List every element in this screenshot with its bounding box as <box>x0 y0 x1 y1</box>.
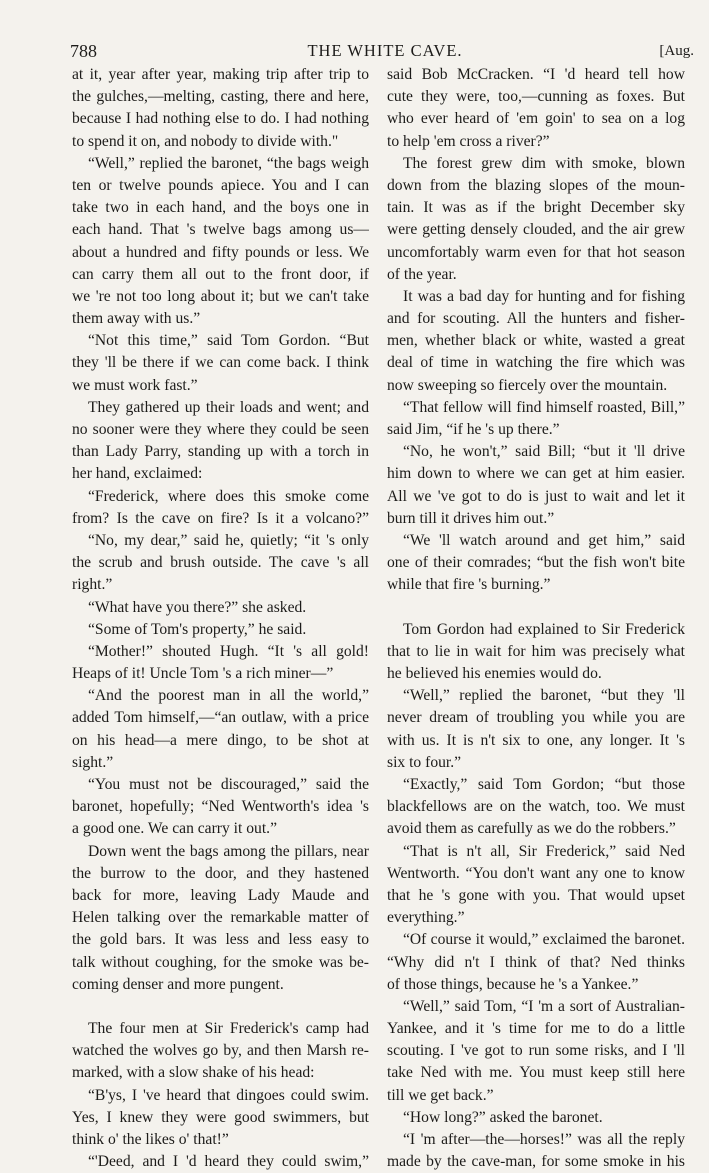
text-line: men, whether black or white, wasted a great <box>387 332 685 350</box>
text-line: who ever heard of 'em goin' to sea on a log <box>387 110 685 128</box>
text-line: down from the blazing slopes of the moun- <box>387 176 685 194</box>
text-line: with us. It is n't six to one, any longer. It 's <box>387 731 685 749</box>
text-line: “Well,” replied the baronet, “but they 'll <box>403 687 685 705</box>
text-line: of those things, because he 's a Yankee.” <box>387 975 639 993</box>
text-line: It was a bad day for hunting and for fishing <box>403 287 685 305</box>
text-line: the gulches,—melting, casting, there and here, <box>72 88 369 106</box>
text-line: They gathered up their loads and went; and <box>88 398 369 416</box>
text-line: take two in each hand, and the boys one in <box>72 199 369 217</box>
text-line: “How long?” asked the baronet. <box>403 1108 603 1126</box>
text-line: from? Is the cave on fire? Is it a volcano?” <box>72 509 369 527</box>
text-line: to help 'em cross a river?” <box>387 132 550 150</box>
text-line: of the year. <box>387 265 457 283</box>
text-line: “Not this time,” said Tom Gordon. “But <box>88 332 369 350</box>
text-line: The four men at Sir Frederick's camp had <box>88 1020 369 1038</box>
text-line: “Why did n't I think of that? Ned thinks <box>387 953 685 971</box>
text-line: six to four.” <box>387 753 462 771</box>
text-line: “I 'm after—the—horses!” was all the reply <box>403 1131 685 1148</box>
text-line: the gold bars. It was less and less easy to <box>72 931 369 949</box>
text-line: “Of course it would,” exclaimed the baronet. <box>403 931 685 949</box>
running-header <box>62 38 694 64</box>
text-line: “We 'll watch around and get him,” said <box>403 531 685 549</box>
text-line: talk without coughing, for the smoke was be- <box>72 953 369 971</box>
text-line: Helen talking over the remarkable matter of <box>72 909 369 927</box>
text-line: Down went the bags among the pillars, near <box>88 842 369 860</box>
text-line: sight.” <box>72 753 114 771</box>
text-line: “Mother!” shouted Hugh. “It 's all gold! <box>88 642 369 660</box>
text-line: can carry them all out to the front door, if <box>72 265 369 283</box>
text-line: a good one. We can carry it out.” <box>72 820 277 838</box>
text-line: that he 's gone with you. That would upset <box>387 886 685 904</box>
text-line: than Lady Parry, standing up with a torch in <box>72 443 369 461</box>
page-number: 788 <box>70 41 97 61</box>
text-line: now sweeping so fiercely over the mountain. <box>387 376 668 394</box>
text-line: were getting densely clouded, and the air grew <box>387 221 685 239</box>
left-text-column <box>72 64 369 1173</box>
text-line: “You must not be discouraged,” said the <box>88 776 369 793</box>
text-line: All we 've got to do is just to wait and let it <box>387 487 685 505</box>
text-line: and for scouting. All the hunters and fisher- <box>387 310 685 328</box>
text-line: marked, with a slow shake of his head: <box>72 1064 315 1082</box>
text-line: “'Deed, and I 'd heard they could swim,” <box>88 1153 369 1171</box>
text-line: right.” <box>72 576 113 594</box>
text-line: “That fellow will find himself roasted, Bill,” <box>403 398 685 416</box>
text-line: scouting. I 've got to run some risks, and I 'll <box>387 1042 685 1060</box>
text-line: made by the cave-man, for some smoke in his <box>387 1153 685 1171</box>
text-line: Tom Gordon had explained to Sir Frederick <box>403 620 685 638</box>
text-line: said Jim, “if he 's up there.” <box>387 421 560 438</box>
running-title: THE WHITE CAVE. <box>307 41 463 60</box>
text-line: that to lie in wait for him was precisely what <box>387 642 685 660</box>
text-line: “And the poorest man in all the world,” <box>88 687 369 705</box>
text-line: uncomfortably warm even for that hot season <box>387 243 685 261</box>
text-line: “Some of Tom's property,” he said. <box>88 620 307 638</box>
text-line: avoid them as carefully as we do the robbers.” <box>387 820 676 838</box>
text-line: him down to where we can get at him easier. <box>387 465 685 483</box>
text-line: “Well,” said Tom, “I 'm a sort of Australian- <box>403 997 685 1015</box>
text-line: watched the wolves go by, and then Marsh re- <box>72 1042 369 1060</box>
text-line: said Bob McCracken. “I 'd heard tell how <box>387 66 685 83</box>
text-line: the scrub and brush outside. The cave 's all <box>72 554 369 572</box>
text-line: they 'll be there if we can come back. I think <box>72 354 369 372</box>
text-line: everything.” <box>387 909 465 927</box>
text-line: one of their comrades; “but the fish won't bite <box>387 554 685 572</box>
issue-month: [Aug. <box>659 43 694 59</box>
text-line: till we get back.” <box>387 1086 494 1104</box>
text-line: burn till it drives him out.” <box>387 509 555 527</box>
text-line: Wentworth. “You don't want any one to know <box>387 864 685 882</box>
text-line: The forest grew dim with smoke, blown <box>403 154 685 172</box>
text-line: each hand. That 's twelve bags among us— <box>72 221 369 239</box>
text-line: baronet, hopefully; “Ned Wentworth's idea 's <box>72 798 369 816</box>
text-line: while that fire 's burning.” <box>387 576 551 594</box>
text-line: coming denser and more pungent. <box>72 975 284 993</box>
text-line: we 're not too long about it; but we can't take <box>72 287 369 305</box>
text-line: “B'ys, I 've heard that dingoes could swim. <box>88 1086 369 1104</box>
text-line: deal of time in watching the fire which was <box>387 354 685 372</box>
text-line: we must work fast.” <box>72 376 198 394</box>
text-line: the burrow to the door, and they hastened <box>72 864 369 882</box>
text-line: back for more, leaving Lady Maude and <box>72 886 369 904</box>
text-line: “That is n't all, Sir Frederick,” said Ned <box>403 842 685 860</box>
text-line: about a hundred and fifty pounds or less. We <box>72 243 369 261</box>
right-text-column <box>387 64 685 1173</box>
text-line: at it, year after year, making trip after trip to <box>72 66 369 83</box>
text-line: because I had nothing else to do. I had nothing <box>72 110 369 128</box>
text-line: her hand, exclaimed: <box>72 465 203 483</box>
text-line: think o' the likes o' that!” <box>72 1131 229 1148</box>
text-line: “No, my dear,” said he, quietly; “it 's only <box>88 531 369 549</box>
text-line: “Frederick, where does this smoke come <box>88 487 369 505</box>
text-line: to spend it on, and nobody to divide with." <box>72 132 339 150</box>
text-line: no sooner were they where they could be seen <box>72 421 369 438</box>
text-line: ten or twelve pounds apiece. You and I can <box>72 176 369 194</box>
text-line: Heaps of it! Uncle Tom 's a rich miner—” <box>72 665 334 683</box>
text-line: tain. It was as if the bright December sky <box>387 199 685 217</box>
text-line: “What have you there?” she asked. <box>88 598 307 616</box>
text-line: he believed his enemies would do. <box>387 665 602 683</box>
text-line: “No, he won't,” said Bill; “but it 'll drive <box>403 443 685 461</box>
text-line: them away with us.” <box>72 310 201 328</box>
text-line: take Ned with me. You must keep still here <box>387 1064 685 1082</box>
section-break <box>387 597 685 619</box>
text-line: added Tom himself,—“an outlaw, with a price <box>72 709 369 727</box>
text-line: Yankee, and it 's time for me to do a little <box>387 1020 685 1038</box>
text-line: never dream of troubling you while you are <box>387 709 685 727</box>
text-line: “Exactly,” said Tom Gordon; “but those <box>403 776 685 793</box>
text-line: Yes, I knew they were good swimmers, but <box>72 1108 369 1126</box>
text-line: on his head—a mere dingo, to be shot at <box>72 731 369 749</box>
section-break <box>72 996 369 1018</box>
text-line: “Well,” replied the baronet, “the bags weigh <box>88 154 369 172</box>
text-line: blackfellows are on the watch, too. We must <box>387 798 685 816</box>
text-line: cute they were, too,—cunning as foxes. But <box>387 88 685 106</box>
